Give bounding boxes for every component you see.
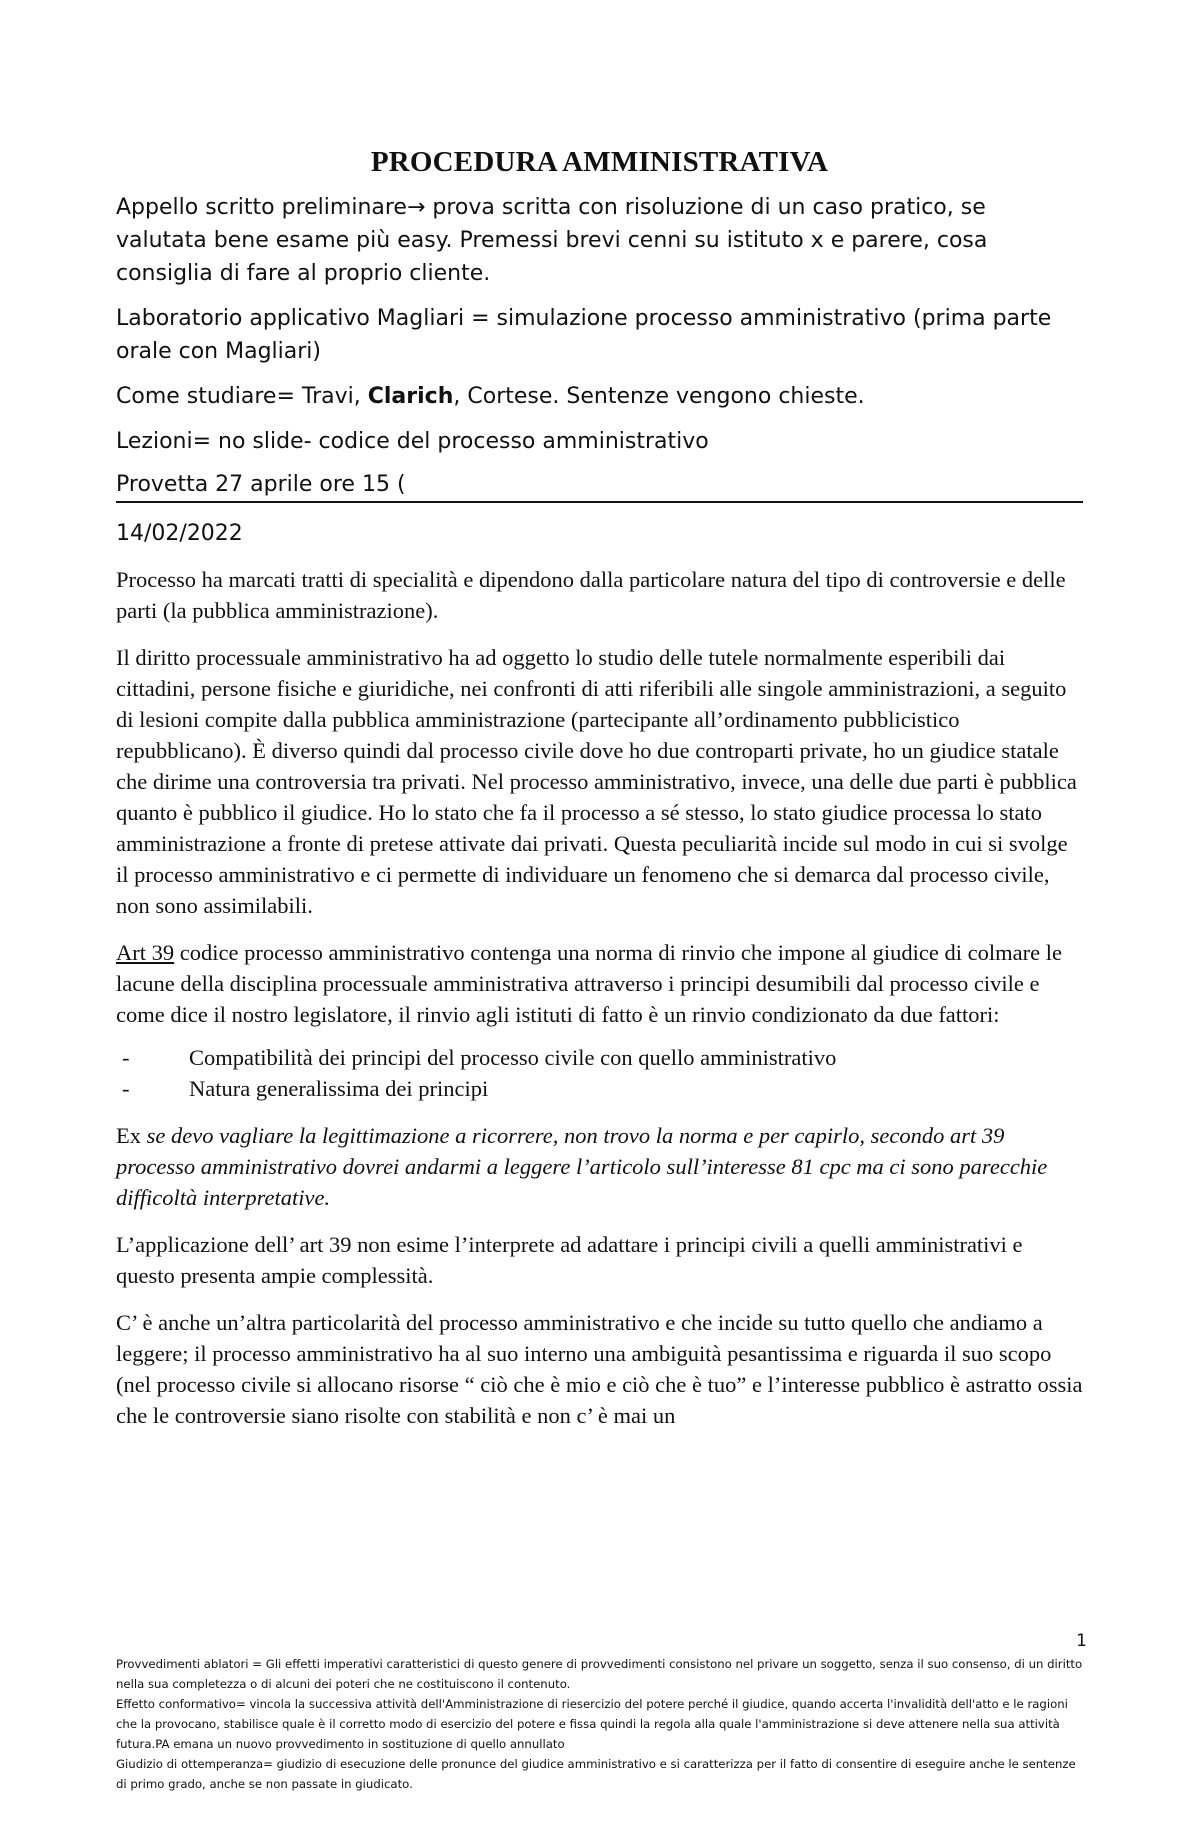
come-bold: Clarich [367, 384, 454, 409]
intro-come-studiare [116, 380, 1083, 413]
page-title: PROCEDURA AMMINISTRATIVA [370, 146, 829, 178]
factors-list [116, 1042, 1083, 1104]
paragraph-3-text: codice processo amministrativo contenga una norma di rinvio che impone al giudice di colmare le lacune della disciplina processuale amministrativa attraverso i principi desumibili dal processo civile e come dice il nostro legislatore, il rinvio agli istituti di fatto è un rinvio condizionato da due fattori: [116, 940, 1062, 1027]
paragraph-6: C’ è anche un’altra particolarità del processo amministrativo e che incide su tutto quello che andiamo a leggere; il processo amministrativo ha al suo interno una ambiguità pesantissima e riguarda il suo scopo (nel processo civile si allocano risorse “ ciò che è mio e ciò che è tuo” e l’interesse pubblico è astratto ossia che le controversie siano risolte con stabilità e non c’ è mai un [116, 1310, 1083, 1428]
page-number: 1 [1076, 1631, 1087, 1651]
footnote-1: Provvedimenti ablatori = Gli effetti imperativi caratteristici di questo genere di provvedimenti consistono nel privare un soggetto, senza il suo consenso, di un diritto nella sua completezza o di alcuni dei poteri che ne costituiscono il contenuto. [116, 1657, 1083, 1691]
intro-provetta: Provetta 27 aprile ore 15 ( [116, 468, 1083, 503]
footnote-3: Giudizio di ottemperanza= giudizio di esecuzione delle pronunce del giudice amministrativo e si caratterizza per il fatto di consentire di eseguire anche le sentenze di primo grado, anche se non passate in giudicato. [116, 1757, 1076, 1791]
paragraph-5: L’applicazione dell’ art 39 non esime l’interprete ad adattare i principi civili a quelli amministrativi e questo presenta ampie complessità. [116, 1232, 1023, 1288]
paragraph-example [116, 1120, 1083, 1213]
come-suffix: , Cortese. Sentenze vengono chieste. [453, 384, 865, 409]
list-item-text: Compatibilità dei principi del processo civile con quello amministrativo [189, 1045, 837, 1070]
intro-laboratorio: Laboratorio applicativo Magliari = simulazione processo amministrativo (prima parte orale con Magliari) [116, 306, 1052, 364]
paragraph-1: Processo ha marcati tratti di specialità e dipendono dalla particolare natura del tipo di controversie e delle parti (la pubblica amministrazione). [116, 567, 1066, 623]
paragraph-3 [116, 937, 1083, 1030]
list-item [116, 1073, 1083, 1104]
example-italic: se devo vagliare la legittimazione a ricorrere, non trovo la norma e per capirlo, secondo art 39 processo amministrativo dovrei andarmi a leggere l’articolo sull’interesse 81 cpc ma ci sono parecchie difficoltà interpretative. [116, 1123, 1048, 1210]
lecture-date: 14/02/2022 [116, 521, 243, 546]
example-prefix: Ex [116, 1123, 147, 1148]
list-item-text: Natura generalissima dei principi [189, 1076, 489, 1101]
footnote-2: Effetto conformativo= vincola la successiva attività dell'Amministrazione di riesercizio del potere perché il giudice, quando accerta l'invalidità dell'atto e le ragioni che la provocano, stabilisce quale è il corretto modo di esercizio del potere e fissa quindi la regola alla quale l'amministrazione si deve attenere nella sua attività futura.PA emana un nuovo provvedimento in sostituzione di quello annullato [116, 1697, 1068, 1751]
paragraph-2: Il diritto processuale amministrativo ha ad oggetto lo studio delle tutele normalmente esperibili dai cittadini, persone fisiche e giuridiche, nei confronti di atti riferibili alle singole amministrazioni, a seguito di lesioni compite dalla pubblica amministrazione (partecipante all’ordinamento pubblicistico repubblicano). È diverso quindi dal processo civile dove ho due controparti private, ho un giudice statale che dirime una controversia tra privati. Nel processo amministrativo, invece, una delle due parti è pubblica quanto è pubblico il giudice. Ho lo stato che fa il processo a sé stesso, lo stato giudice processa lo stato amministrazione a fronte di pretese attivate dai privati. Questa peculiarità incide sul modo in cui si svolge il processo amministrativo e ci permette di individuare un fenomeno che si demarca dal processo civile, non sono assimilabili. [116, 645, 1077, 918]
list-marker: - [122, 1045, 130, 1070]
list-item [116, 1042, 1083, 1073]
document-page [0, 146, 1200, 1844]
intro-appello: Appello scritto preliminare→ prova scritta con risoluzione di un caso pratico, se valutata bene esame più easy. Premessi brevi cenni su istituto x e parere, cosa consiglia di fare al proprio cliente. [116, 195, 988, 286]
intro-lezioni: Lezioni= no slide- codice del processo amministrativo [116, 429, 709, 454]
list-marker: - [122, 1076, 130, 1101]
come-prefix: Come studiare= Travi, [116, 384, 368, 409]
footnotes [116, 1654, 1087, 1794]
art-39-link[interactable]: Art 39 [116, 940, 175, 965]
